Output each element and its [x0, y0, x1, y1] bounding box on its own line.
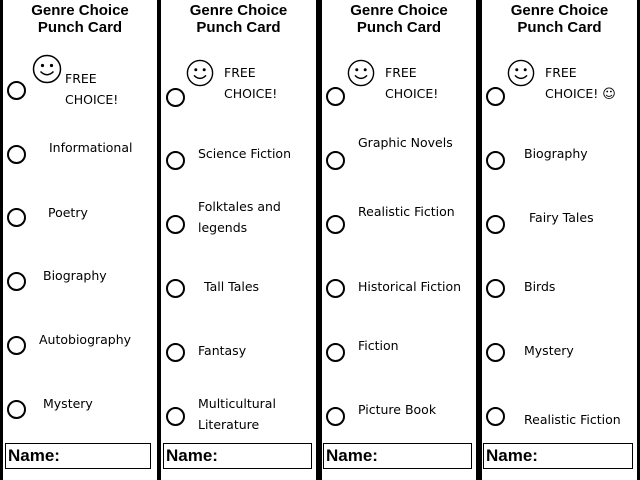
- genre-label: Multicultural Literature: [198, 396, 276, 432]
- smiley-glyph-icon: ☺: [602, 87, 616, 102]
- genre-label: Folktales and legends: [198, 199, 281, 235]
- smiley-face-icon: [507, 59, 535, 87]
- genre-label: Birds: [524, 279, 556, 294]
- punch-circle-icon[interactable]: [486, 343, 505, 362]
- genre-label: Fantasy: [198, 343, 247, 358]
- genre-label: Biography: [524, 146, 588, 161]
- punch-card-3: [322, 0, 476, 480]
- genre-label: Poetry: [48, 205, 88, 220]
- genre-label: Tall Tales: [204, 279, 260, 294]
- punch-circle-icon[interactable]: [486, 87, 505, 106]
- punch-card-4: [482, 0, 637, 480]
- punch-circle-icon[interactable]: [7, 145, 26, 164]
- punch-circle-icon[interactable]: [326, 407, 345, 426]
- free-choice-label: FREE CHOICE!: [65, 71, 119, 107]
- card-title: Genre Choice Punch Card: [510, 2, 609, 36]
- free-choice-label: FREE CHOICE! ☺: [545, 65, 616, 102]
- punch-circle-icon[interactable]: [326, 215, 345, 234]
- punch-circle-icon[interactable]: [486, 407, 505, 426]
- genre-label: Fiction: [358, 338, 399, 353]
- genre-label: Picture Book: [358, 402, 437, 417]
- genre-label: Realistic Fiction: [358, 204, 455, 219]
- smiley-face-icon: [347, 59, 375, 87]
- punch-circle-icon[interactable]: [486, 151, 505, 170]
- name-field[interactable]: Name:: [163, 443, 312, 469]
- punch-card-1: [3, 0, 157, 480]
- genre-label: Mystery: [524, 343, 574, 358]
- genre-label: Science Fiction: [198, 146, 291, 161]
- punch-circle-icon[interactable]: [166, 215, 185, 234]
- punch-circle-icon[interactable]: [166, 279, 185, 298]
- punch-circle-icon[interactable]: [166, 407, 185, 426]
- punch-circle-icon[interactable]: [7, 272, 26, 291]
- smiley-face-icon: [186, 59, 214, 87]
- punch-circle-icon[interactable]: [7, 81, 26, 100]
- free-choice-label: FREE CHOICE!: [224, 65, 278, 101]
- punch-circle-icon[interactable]: [7, 208, 26, 227]
- free-choice-label: FREE CHOICE!: [385, 65, 439, 101]
- genre-label: Graphic Novels: [358, 135, 453, 150]
- punch-circle-icon[interactable]: [326, 343, 345, 362]
- genre-label: Autobiography: [39, 332, 132, 347]
- punch-circle-icon[interactable]: [486, 215, 505, 234]
- card-title: Genre Choice Punch Card: [189, 2, 288, 36]
- genre-label: Informational: [49, 140, 133, 155]
- genre-label: Realistic Fiction: [524, 412, 621, 427]
- genre-label: Biography: [43, 268, 107, 283]
- punch-circle-icon[interactable]: [326, 87, 345, 106]
- card-title: Genre Choice Punch Card: [31, 2, 129, 36]
- punch-circle-icon[interactable]: [7, 336, 26, 355]
- name-field[interactable]: Name:: [323, 443, 472, 469]
- punch-circle-icon[interactable]: [166, 151, 185, 170]
- smiley-face-icon: [32, 54, 62, 84]
- punch-circle-icon[interactable]: [326, 151, 345, 170]
- genre-label: Mystery: [43, 396, 93, 411]
- punch-circle-icon[interactable]: [166, 343, 185, 362]
- punch-circle-icon[interactable]: [326, 279, 345, 298]
- punch-circle-icon[interactable]: [166, 88, 185, 107]
- punch-card-2: [161, 0, 316, 480]
- name-field[interactable]: Name:: [483, 443, 633, 469]
- name-field[interactable]: Name:: [5, 443, 151, 469]
- punch-circle-icon[interactable]: [486, 279, 505, 298]
- punch-circle-icon[interactable]: [7, 400, 26, 419]
- genre-label: Fairy Tales: [529, 210, 594, 225]
- card-title: Genre Choice Punch Card: [350, 2, 448, 36]
- genre-label: Historical Fiction: [358, 279, 462, 294]
